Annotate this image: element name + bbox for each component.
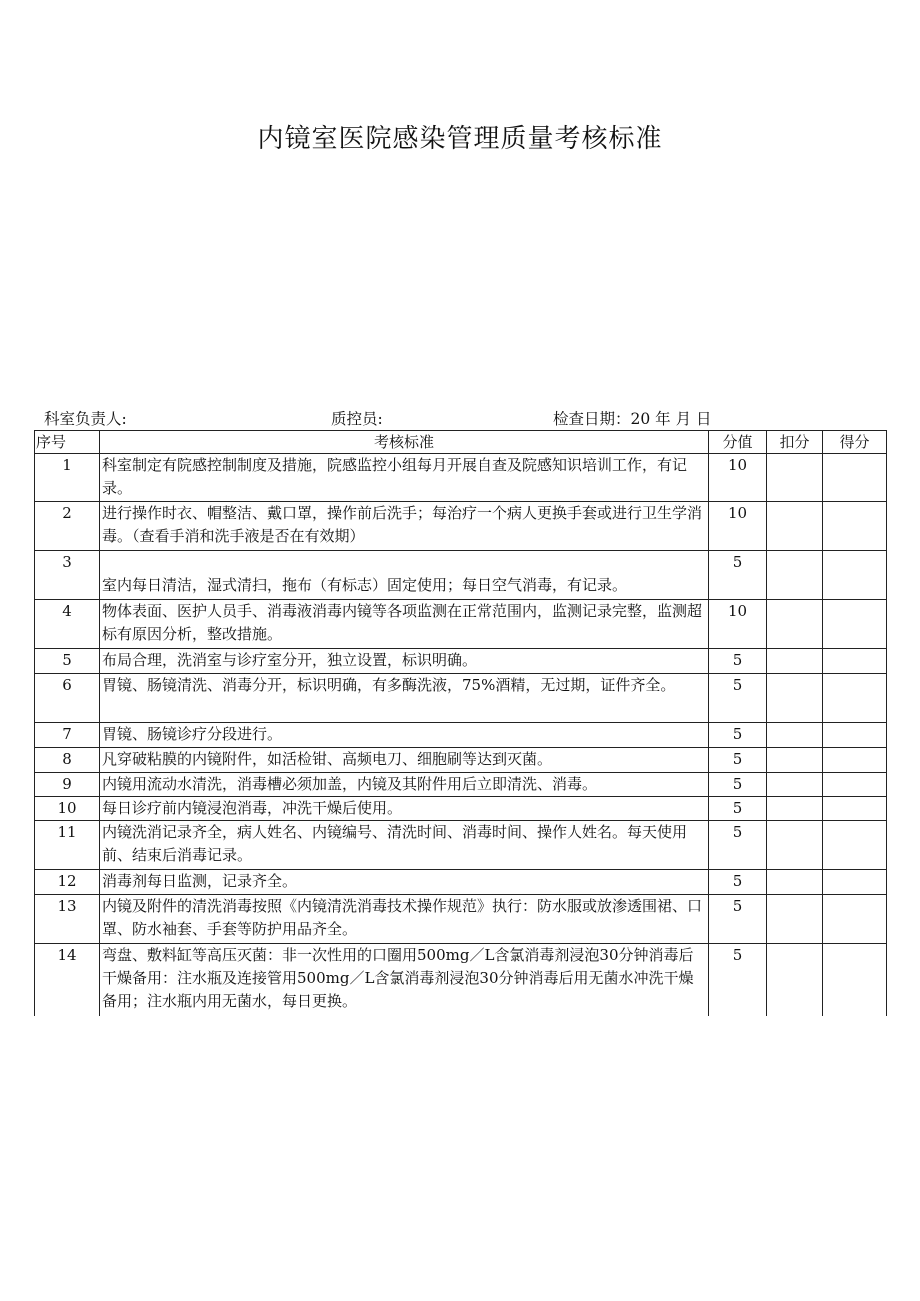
quality-controller-label: 质控员: [331,410,383,428]
row-criteria: 内镜及附件的清洗消毒按照《内镜清洗消毒技术操作规范》执行：防水服或放渗透围裙、口罩、防水袖套、手套等防护用品齐全。 [100,895,709,944]
row-score-cell [823,895,887,944]
row-points: 5 [709,821,767,870]
row-score-cell [823,454,887,502]
page-title: 内镜室医院感染管理质量考核标准 [257,124,663,154]
row-number: 2 [35,502,100,551]
row-number: 12 [35,870,100,895]
row-number: 7 [35,723,100,748]
row-number: 6 [35,674,100,723]
department-head-label: 科室负责人: [44,410,127,428]
table-row [35,944,887,1016]
table-row [35,773,887,797]
row-criteria: 物体表面、医护人员手、消毒液消毒内镜等各项监测在正常范围内，监测记录完整，监测超标有原因分析，整改措施。 [100,600,709,649]
row-number: 9 [35,773,100,797]
row-number: 11 [35,821,100,870]
row-number: 5 [35,649,100,674]
row-criteria: 布局合理，洗消室与诊疗室分开，独立设置，标识明确。 [100,649,709,674]
row-score-cell [823,821,887,870]
table-row [35,674,887,723]
row-points: 5 [709,674,767,723]
row-criteria: 内镜洗消记录齐全，病人姓名、内镜编号、清洗时间、消毒时间、操作人姓名。每天使用前、结束后消毒记录。 [100,821,709,870]
row-points: 5 [709,944,767,1016]
row-score-cell [823,600,887,649]
row-deduction-cell [767,551,823,600]
table-row [35,600,887,649]
row-number: 13 [35,895,100,944]
row-deduction-cell [767,944,823,1016]
row-deduction-cell [767,502,823,551]
row-criteria: 凡穿破粘膜的内镜附件，如活检钳、高频电刀、细胞刷等达到灭菌。 [100,748,709,773]
row-number: 14 [35,944,100,1016]
row-score-cell [823,674,887,723]
header-deduction: 扣分 [767,431,823,454]
row-points: 10 [709,454,767,502]
row-criteria: 每日诊疗前内镜浸泡消毒，冲洗干燥后使用。 [100,797,709,821]
table-row [35,821,887,870]
row-points: 5 [709,748,767,773]
row-score-cell [823,797,887,821]
inspection-date-label: 检查日期：20 年 月 日 [553,410,712,428]
row-points: 5 [709,895,767,944]
row-score-cell [823,502,887,551]
row-criteria: 胃镜、肠镜清洗、消毒分开，标识明确，有多酶洗液，75%酒精，无过期，证件齐全。 [100,674,709,723]
row-number: 4 [35,600,100,649]
table-row [35,454,887,502]
assessment-table [34,430,887,1016]
row-criteria: 内镜用流动水清洗，消毒槽必须加盖，内镜及其附件用后立即清洗、消毒。 [100,773,709,797]
row-number: 8 [35,748,100,773]
row-points: 10 [709,600,767,649]
table-row [35,870,887,895]
row-criteria: 弯盘、敷料缸等高压灭菌：非一次性用的口圈用500mg／L含氯消毒剂浸泡30分钟消毒后干燥备用：注水瓶及连接管用500mg／L含氯消毒剂浸泡30分钟消毒后用无菌水冲洗干燥备用；注水瓶内用无菌水，每日更换。 [100,944,709,1016]
row-points: 5 [709,797,767,821]
row-number: 3 [35,551,100,600]
row-points: 5 [709,551,767,600]
table-header-row [35,431,887,454]
row-score-cell [823,773,887,797]
row-deduction-cell [767,723,823,748]
table-row [35,723,887,748]
row-deduction-cell [767,649,823,674]
row-score-cell [823,748,887,773]
row-deduction-cell [767,870,823,895]
row-score-cell [823,649,887,674]
row-criteria: 科室制定有院感控制制度及措施，院感监控小组每月开展自查及院感知识培训工作，有记录。 [100,454,709,502]
row-deduction-cell [767,821,823,870]
table-row [35,551,887,600]
row-score-cell [823,944,887,1016]
header-score: 得分 [823,431,887,454]
row-criteria: 胃镜、肠镜诊疗分段进行。 [100,723,709,748]
header-points: 分值 [709,431,767,454]
row-points: 5 [709,870,767,895]
row-number: 10 [35,797,100,821]
header-criteria: 考核标准 [100,431,709,454]
row-points: 5 [709,723,767,748]
row-number: 1 [35,454,100,502]
table-row [35,649,887,674]
row-score-cell [823,723,887,748]
row-score-cell [823,870,887,895]
row-deduction-cell [767,895,823,944]
row-deduction-cell [767,748,823,773]
row-deduction-cell [767,797,823,821]
header-serial: 序号 [35,431,100,454]
row-criteria: 消毒剂每日监测，记录齐全。 [100,870,709,895]
row-deduction-cell [767,773,823,797]
table-row [35,895,887,944]
table-row [35,797,887,821]
row-deduction-cell [767,600,823,649]
row-points: 10 [709,502,767,551]
row-points: 5 [709,773,767,797]
row-criteria: 室内每日清洁，湿式清扫，拖布（有标志）固定使用；每日空气消毒，有记录。 [100,551,709,600]
row-deduction-cell [767,674,823,723]
row-score-cell [823,551,887,600]
row-criteria: 进行操作时衣、帽整洁、戴口罩，操作前后洗手；每治疗一个病人更换手套或进行卫生学消毒。（查看手消和洗手液是否在有效期） [100,502,709,551]
row-points: 5 [709,649,767,674]
table-row [35,502,887,551]
table-row [35,748,887,773]
row-deduction-cell [767,454,823,502]
